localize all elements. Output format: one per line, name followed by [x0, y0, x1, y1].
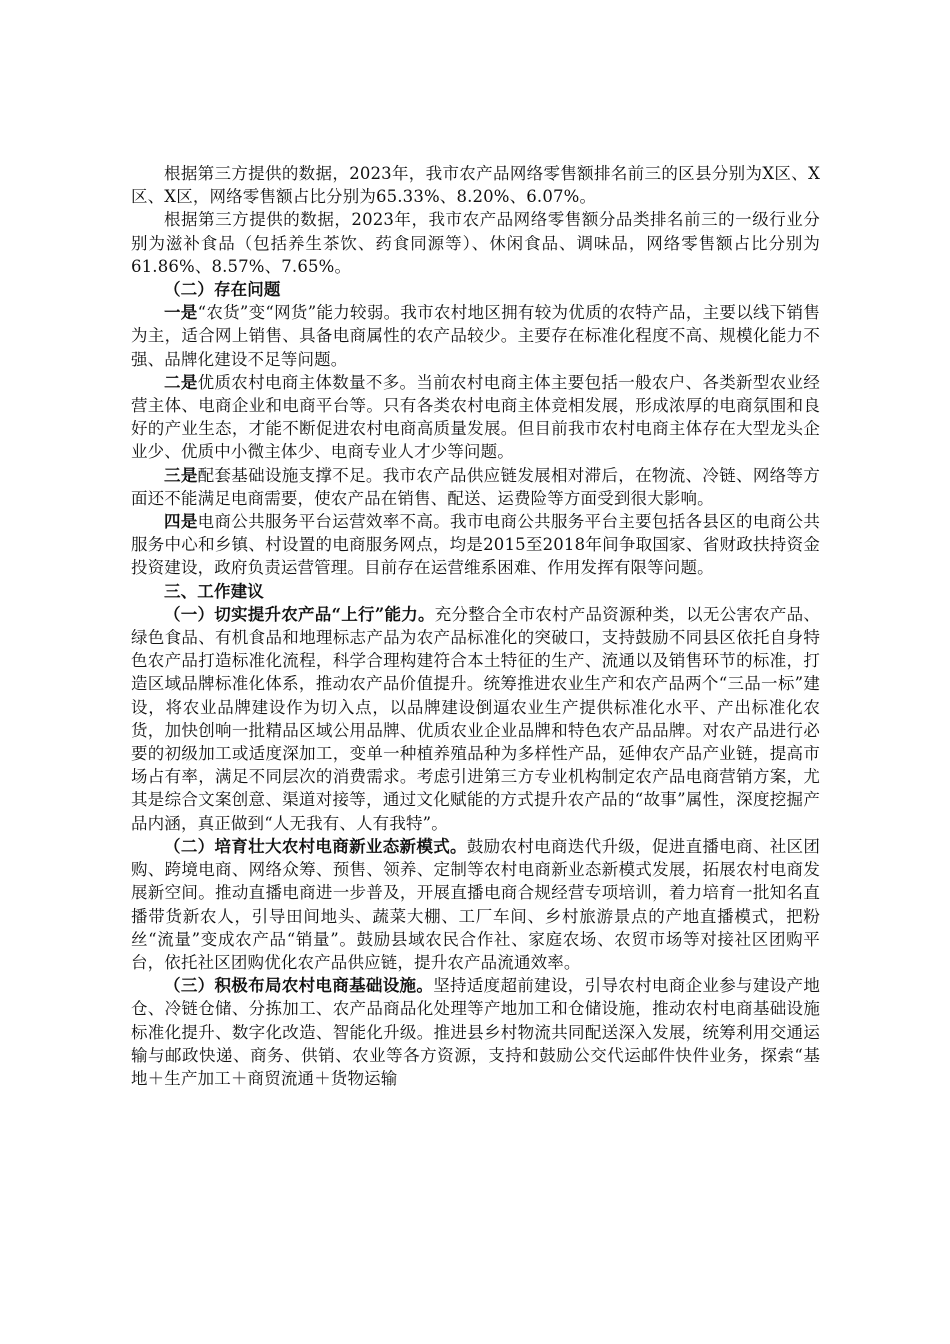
paragraph-category-ranking: 根据第三方提供的数据，2023年，我市农产品网络零售额分品类排名前三的一级行业分别为滋补食品（包括养生茶饮、药食同源等）、休闲食品、调味品，网络零售额占比分别为61.86%、8.57%、7.65%。 [131, 210, 820, 276]
paragraph-district-ranking: 根据第三方提供的数据，2023年，我市农产品网络零售额排名前三的区县分别为X区、X区、X区，网络零售额占比分别为65.33%、8.20%、6.07%。 [131, 164, 820, 207]
suggestion-text-2: 鼓励农村电商迭代升级，促进直播电商、社区团购、跨境电商、网络众筹、预售、领养、定制等农村电商新业态新模式发展，拓展农村电商发展新空间。推动直播电商进一步普及，开展直播电商合规经营专项培训，着力培育一批知名直播带货新农人，引导田间地头、蔬菜大棚、工厂车间、乡村旅游景点的产地直播模式，把粉丝“流量”变成农产品“销量”。鼓励县域农民合作社、家庭农场、农贸市场等对接社区团购平台，依托社区团购优化农产品供应链，提升农产品流通效率。 [131, 836, 821, 972]
suggestion-lead-3: （三）积极布局农村电商基础设施。 [164, 976, 434, 996]
problem-text-3: 配套基础设施支撑不足。我市农产品供应链发展相对滞后，在物流、冷链、网络等方面还不能满足电商需要，使农产品在销售、配送、运费险等方面受到很大影响。 [131, 465, 820, 508]
problem-item-4 [131, 510, 820, 580]
suggestion-lead-2: （二）培育壮大农村电商新业态新模式。 [164, 836, 467, 856]
problem-lead-1: 一是 [164, 303, 198, 323]
problem-item-2 [131, 371, 820, 464]
suggestion-text-3: 坚持适度超前建设，引导农村电商企业参与建设产地仓、冷链仓储、分拣加工、农产品商品化处理等产地加工和仓储设施，推动农村电商基础设施标准化提升、数字化改造、智能化升级。推进县乡村物流共同配送深入发展，统筹利用交通运输与邮政快递、商务、供销、农业等各方资源，支持和鼓励公交代运邮件快件业务，探索“基地＋生产加工＋商贸流通＋货物运输 [131, 976, 820, 1088]
problem-item-1 [131, 301, 820, 371]
suggestion-item-1 [131, 603, 820, 835]
document-page [131, 162, 820, 1090]
problem-lead-2: 二是 [164, 372, 198, 392]
problem-text-2: 优质农村电商主体数量不多。当前农村电商主体主要包括一般农户、各类新型农业经营主体、电商企业和电商平台等。只有各类农村电商主体竞相发展，形成浓厚的电商氛围和良好的产业生态，才能不断促进农村电商高质量发展。但目前我市农村电商主体存在大型龙头企业少、优质中小微主体少、电商专业人才少等问题。 [131, 372, 820, 462]
problem-text-1: “农货”变“网货”能力较弱。我市农村地区拥有较为优质的农特产品，主要以线下销售为主，适合网上销售、具备电商属性的农产品较少。主要存在标准化程度不高、规模化能力不强、品牌化建设不足等问题。 [131, 303, 820, 369]
problem-item-3 [131, 464, 820, 510]
suggestion-item-3 [131, 974, 820, 1090]
problem-lead-3: 三是 [164, 465, 198, 485]
suggestion-text-1: 充分整合全市农村产品资源种类，以无公害农产品、绿色食品、有机食品和地理标志产品为农产品标准化的突破口，支持鼓励不同县区依托自身特色农产品打造标准化流程，科学合理构建符合本土特征的生产、流通以及销售环节的标准，打造区域品牌标准化体系，推动农产品价值提升。统筹推进农业生产和农产品两个“三品一标”建设，将农业品牌建设作为切入点，以品牌建设倒逼农业生产提供标准化水平、产出标准化农货，加快创响一批精品区域公用品牌、优质农业企业品牌和特色农产品品牌。对农产品进行必要的初级加工或适度深加工，变单一种植养殖品种为多样性产品，延伸农产品产业链，提高市场占有率，满足不同层次的消费需求。考虑引进第三方专业机构制定农产品电商营销方案，尤其是综合文案创意、渠道对接等，通过文化赋能的方式提升农产品的“故事”属性，深度挖掘产品内涵，真正做到“人无我有、人有我特”。 [131, 604, 820, 833]
problem-text-4: 电商公共服务平台运营效率不高。我市电商公共服务平台主要包括各县区的电商公共服务中心和乡镇、村设置的电商服务网点，均是2015至2018年间争取国家、省财政扶持资金投资建设，政府负责运营管理。目前存在运营维系困难、作用发挥有限等问题。 [131, 512, 820, 578]
suggestion-lead-1: （一）切实提升农产品“上行”能力。 [164, 604, 435, 624]
suggestion-item-2 [131, 835, 820, 974]
heading-work-suggestions: 三、工作建议 [164, 581, 264, 601]
problem-lead-4: 四是 [164, 512, 198, 532]
heading-existing-problems: （二）存在问题 [164, 280, 281, 300]
